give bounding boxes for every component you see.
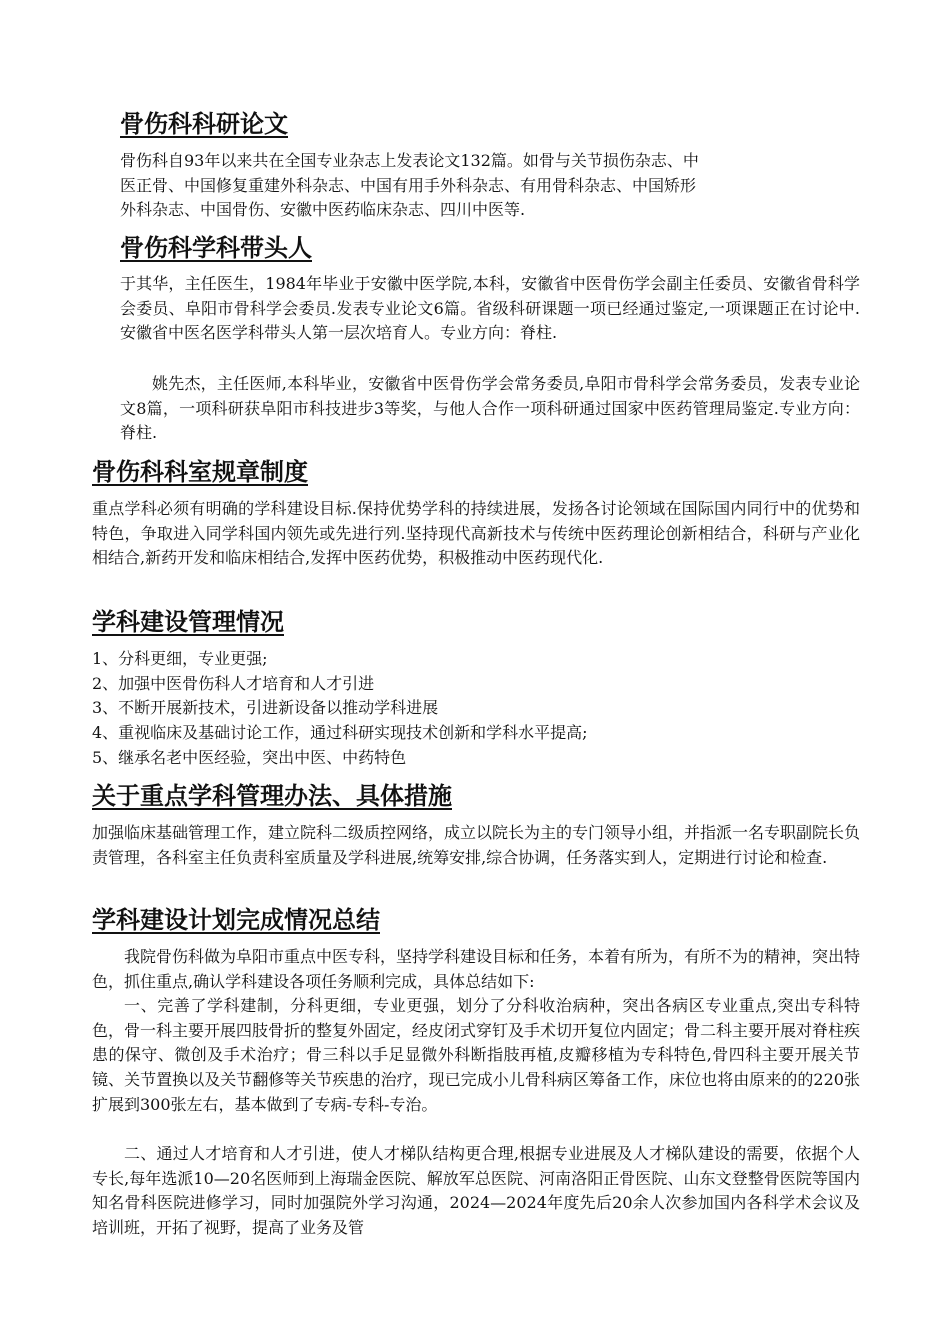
summary-paragraph-2: 一、完善了学科建制，分科更细，专业更强，划分了分科收治病种，突出各病区专业重点,突出专科特色，骨一科主要开展四肢骨折的整复外固定，经皮闭式穿钉及手术切开复位内固定；骨二科主要开展对脊柱疾患的保守、微创及手术治疗；骨三科以手足显微外科断指肢再植,皮瓣移植为专科特色,骨四科主要开展关节镜、关节置换以及关节翻修等关节疾患的治疗，现已完成小儿骨科病区筹备工作，床位也将由原来的的220张扩展到300张左右，基本做到了专病-专科-专治。 xyxy=(92,996,861,1114)
list-item: 1、分科更细，专业更强; xyxy=(92,649,268,668)
summary-paragraph-1: 我院骨伤科做为阜阳市重点中医专科，坚持学科建设目标和任务，本着有所为，有所不为的精神，突出特色，抓住重点,确认学科建设各项任务顺利完成，具体总结如下: xyxy=(92,947,861,991)
leader-paragraph-2: 姚先杰，主任医师,本科毕业，安徽省中医骨伤学会常务委员,阜阳市骨科学会常务委员，发表专业论文8篇，一项科研获阜阳市科技进步3等奖，与他人合作一项科研通过国家中医药管理局鉴定.专业方向：脊柱. xyxy=(120,374,860,443)
research-paragraph xyxy=(120,149,860,223)
research-line: 外科杂志、中国骨伤、安徽中医药临床杂志、四川中医等. xyxy=(120,200,526,220)
summary-paragraph-3: 二、通过人才培育和人才引进，使人才梯队结构更合理,根据专业进展及人才梯队建设的需要，依据个人专长,每年选派10—20名医师到上海瑞金医院、解放军总医院、河南洛阳正骨医院、山东文登整骨医院等国内知名骨科医院进修学习，同时加强院外学习沟通，2024—2024年度先后20余人次参加国内各科学术会议及培训班，开拓了视野，提高了业务及管 xyxy=(92,1144,860,1238)
management-list xyxy=(92,647,860,771)
list-item: 5、继承名老中医经验，突出中医、中药特色 xyxy=(92,747,407,767)
research-line: 医正骨、中国修复重建外科杂志、中国有用手外科杂志、有用骨科杂志、中国矫形 xyxy=(120,175,697,195)
list-item: 4、重视临床及基础讨论工作，通过科研实现技术创新和学科水平提高; xyxy=(92,723,588,743)
measures-paragraph: 加强临床基础管理工作，建立院科二级质控网络，成立以院长为主的专门领导小组，并指派一名专职副院长负责管理，各科室主任负责科室质量及学科进展,统筹安排,综合协调，任务落实到人，定期进行讨论和检查. xyxy=(92,823,861,867)
section-title-leaders: 骨伤科学科带头人 xyxy=(120,234,312,262)
section-title-management: 学科建设管理情况 xyxy=(92,608,284,636)
section-title-research: 骨伤科科研论文 xyxy=(120,110,288,138)
research-line: 骨伤科自93年以来共在全国专业杂志上发表论文132篇。如骨与关节损伤杂志、中 xyxy=(120,151,699,170)
rules-paragraph: 重点学科必须有明确的学科建设目标.保持优势学科的持续进展，发扬各讨论领域在国际国内同行中的优势和特色，争取进入同学科国内领先或先进行列.坚持现代高新技术与传统中医药理论创新相结合，科研与产业化相结合,新药开发和临床相结合,发挥中医药优势，积极推动中医药现代化. xyxy=(92,499,860,568)
section-title-summary: 学科建设计划完成情况总结 xyxy=(92,906,380,934)
leader-paragraph-1: 于其华，主任医生，1984年毕业于安徽中医学院,本科，安徽省中医骨伤学会副主任委员、安徽省骨科学会委员、阜阳市骨科学会委员.发表专业论文6篇。省级科研课题一项已经通过鉴定,一项课题正在讨论中.安徽省中医名医学科带头人第一层次培育人。专业方向：脊柱. xyxy=(120,274,860,343)
section-title-measures: 关于重点学科管理办法、具体措施 xyxy=(92,782,452,810)
section-title-rules: 骨伤科科室规章制度 xyxy=(92,458,308,486)
list-item: 3、不断开展新技术，引进新设备以推动学科进展 xyxy=(92,698,439,718)
list-item: 2、加强中医骨伤科人才培育和人才引进 xyxy=(92,673,375,693)
